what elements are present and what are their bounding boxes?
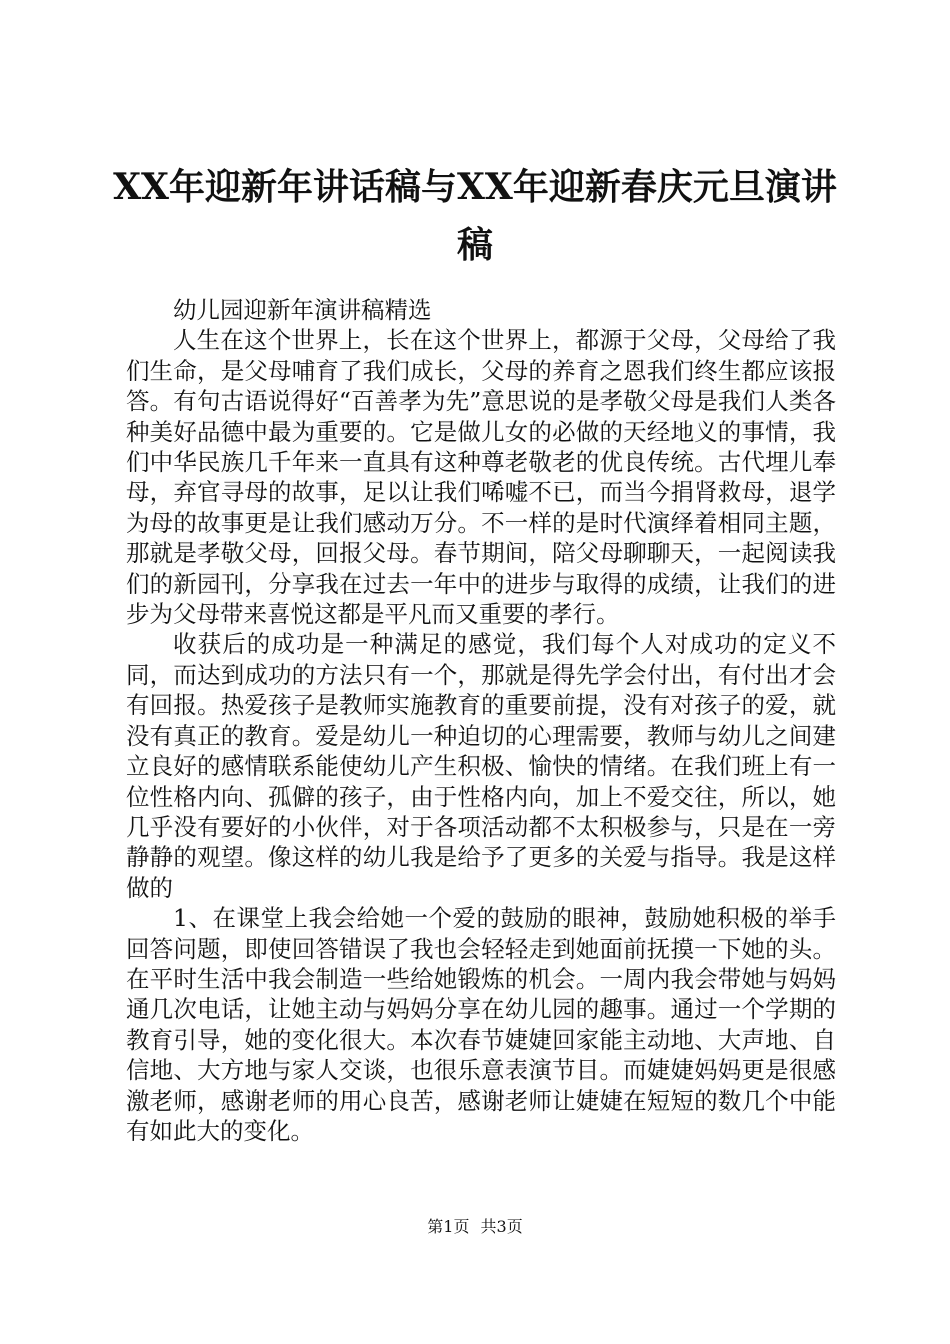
document-body: [126, 295, 836, 1146]
page-total: 共3页: [480, 1217, 523, 1236]
body-paragraph-3: 1、在课堂上我会给她一个爱的鼓励的眼神，鼓励她积极的举手回答问题，即使回答错误了我也会轻轻走到她面前抚摸一下她的头。在平时生活中我会制造一些给她锻炼的机会。一周内我会带她与妈妈通几次电话，让她主动与妈妈分享在幼儿园的趣事。通过一个学期的教育引导，她的变化很大。本次春节婕婕回家能主动地、大声地、自信地、大方地与家人交谈，也很乐意表演节目。而婕婕妈妈更是很感激老师，感谢老师的用心良苦，感谢老师让婕婕在短短的数几个中能有如此大的变化。: [126, 904, 836, 1145]
page-number: 第1页: [427, 1217, 470, 1236]
document-title: XX年迎新年讲话稿与XX年迎新春庆元旦演讲稿: [113, 166, 837, 266]
body-paragraph-2: 收获后的成功是一种满足的感觉，我们每个人对成功的定义不同，而达到成功的方法只有一个，那就是得先学会付出，有付出才会有回报。热爱孩子是教师实施教育的重要前提，没有对孩子的爱，就没有真正的教育。爱是幼儿一种迫切的心理需要，教师与幼儿之间建立良好的感情联系能使幼儿产生积极、愉快的情绪。在我们班上有一位性格内向、孤僻的孩子，由于性格内向，加上不爱交往，所以，她几乎没有要好的小伙伴，对于各项活动都不太积极参与，只是在一旁静静的观望。像这样的幼儿我是给予了更多的关爱与指导。我是这样做的: [126, 630, 836, 902]
body-paragraph-1: 人生在这个世界上，长在这个世界上，都源于父母，父母给了我们生命，是父母哺育了我们成长，父母的养育之恩我们终生都应该报答。有句古语说得好“百善孝为先”意思说的是孝敬父母是我们人类各种美好品德中最为重要的。它是做儿女的必做的天经地义的事情，我们中华民族几千年来一直具有这种尊老敬老的优良传统。古代埋儿奉母，弃官寻母的故事，足以让我们唏嘘不已，而当今捐肾救母，退学为母的故事更是让我们感动万分。不一样的是时代演绎着相同主题，那就是孝敬父母，回报父母。春节期间，陪父母聊聊天，一起阅读我们的新园刊，分享我在过去一年中的进步与取得的成绩，让我们的进步为父母带来喜悦这都是平凡而又重要的孝行。: [126, 326, 836, 629]
page-footer: [0, 1216, 950, 1238]
section-heading-paragraph: 幼儿园迎新年演讲稿精选: [173, 296, 432, 324]
